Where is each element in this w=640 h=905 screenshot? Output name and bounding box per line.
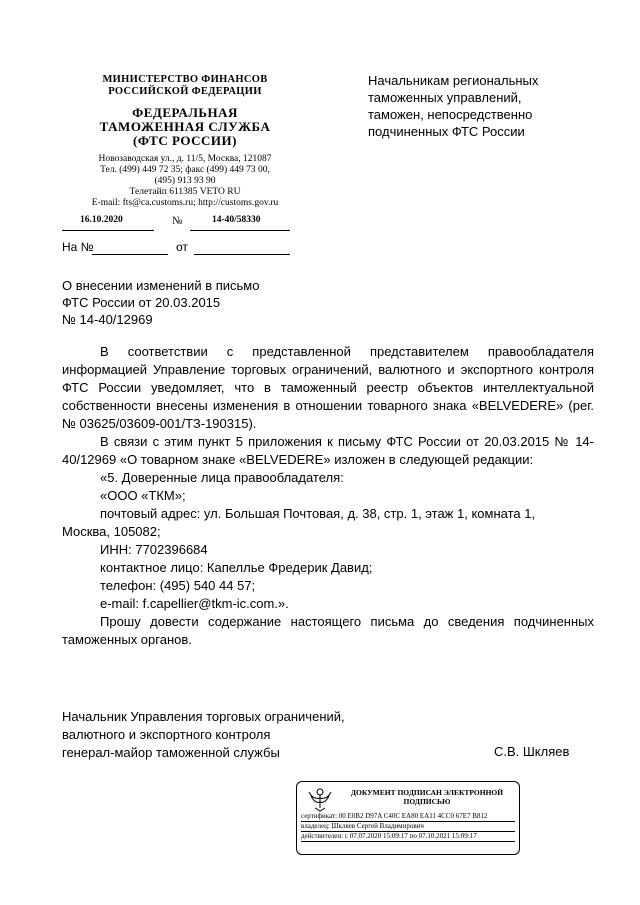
- signatory-title: [62, 708, 382, 762]
- from-label: от: [176, 240, 188, 254]
- addressee-line: таможенных управлений,: [368, 90, 522, 105]
- address-line: Телетайп 611385 VETO RU: [129, 187, 241, 197]
- subject-line: ФТС России от 20.03.2015: [62, 295, 221, 310]
- body-line: ИНН: 7702396684: [100, 542, 208, 557]
- emblem-icon: [305, 786, 335, 812]
- signatory-line: валютного и экспортного контроля: [62, 727, 271, 742]
- subject: [62, 277, 362, 328]
- address-line: Новозаводская ул., д. 11/5, Москва, 121087: [98, 154, 272, 164]
- body-line: «ООО «ТКМ»;: [100, 488, 186, 503]
- body-paragraph: Прошу довести содержание настоящего письма до сведения подчиненных таможенных органов.: [62, 614, 594, 647]
- body-line: «5. Доверенные лица правообладателя:: [100, 470, 344, 485]
- registration-number: 14-40/58330: [212, 215, 261, 225]
- date-underline: [62, 230, 154, 231]
- ref-label: На №: [62, 240, 94, 254]
- stamp-details: [301, 812, 515, 842]
- ministry-line: РОССИЙСКОЙ ФЕДЕРАЦИИ: [108, 86, 262, 97]
- stamp-owner: владелец: Шкляев Сергей Владимирович: [301, 822, 515, 832]
- letter-body: [62, 343, 594, 649]
- body-line: Москва, 105082;: [62, 524, 161, 539]
- stamp-title: ДОКУМЕНТ ПОДПИСАН ЭЛЕКТРОННОЙ ПОДПИСЬЮ: [350, 788, 504, 806]
- subject-line: О внесении изменений в письмо: [62, 278, 260, 293]
- service-line: ФЕДЕРАЛЬНАЯ: [132, 105, 238, 120]
- stamp-validity: действителен: с 07.07.2020 15:09:17 по 07.10.2021 15:09:17: [301, 832, 515, 842]
- subject-line: № 14-40/12969: [62, 312, 153, 327]
- number-underline: [190, 230, 290, 231]
- body-line: почтовый адрес: ул. Большая Почтовая, д. 38, стр. 1, этаж 1, комната 1,: [100, 506, 536, 521]
- from-underline: [194, 254, 290, 255]
- signatory-line: Начальник Управления торговых ограничений,: [62, 709, 345, 724]
- ministry-line: МИНИСТЕРСТВО ФИНАНСОВ: [102, 74, 268, 85]
- addressee-line: подчиненных ФТС России: [368, 124, 525, 139]
- ref-underline: [92, 254, 168, 255]
- body-line: телефон: (495) 540 44 57;: [100, 578, 256, 593]
- addressee: [368, 72, 598, 140]
- ministry-name: [70, 74, 300, 98]
- e-signature-stamp: [296, 781, 520, 855]
- addressee-line: таможен, непосредственно: [368, 107, 533, 122]
- signatory-line: генерал-майор таможенной службы: [62, 745, 280, 760]
- address-line: Тел. (499) 449 72 35; факс (499) 449 73 00,: [100, 165, 270, 175]
- service-name: [70, 106, 300, 148]
- body-line: контактное лицо: Капеллье Фредерик Давид;: [100, 560, 373, 575]
- stamp-certificate: сертификат: 00 E0B2 D97A C40C EA80 EA11 4CC0 67E7 B812: [301, 812, 515, 822]
- registration-date: 16.10.2020: [80, 215, 123, 225]
- signatory-name: С.В. Шкляев: [494, 744, 570, 759]
- number-sign: №: [172, 215, 183, 227]
- address-line: E-mail: fts@ca.customs.ru; http://customs.gov.ru: [91, 198, 279, 208]
- service-line: ТАМОЖЕННАЯ СЛУЖБА: [99, 119, 271, 134]
- body-paragraph: В соответствии с представленной представителем правообладателя информацией Управление торговых ограничений, валютного и экспортного контроля ФТС России уведомляет, что в таможенный реестр объектов интеллектуальной собственности внесены изменения в отношении товарного знака «BELVEDERE» (рег. № 03625/03609-001/ТЗ-190315).: [62, 344, 594, 431]
- address-line: (495) 913 93 90: [154, 176, 216, 186]
- body-line: e-mail: f.capellier@tkm-ic.com.».: [100, 596, 289, 611]
- service-line: (ФТС РОССИИ): [133, 133, 237, 148]
- addressee-line: Начальникам региональных: [368, 73, 539, 88]
- body-paragraph: В связи с этим пункт 5 приложения к письму ФТС России от 20.03.2015 № 14-40/12969 «О товарном знаке «BELVEDERE» изложен в следующей редакции:: [62, 434, 594, 467]
- sender-address: [70, 154, 300, 209]
